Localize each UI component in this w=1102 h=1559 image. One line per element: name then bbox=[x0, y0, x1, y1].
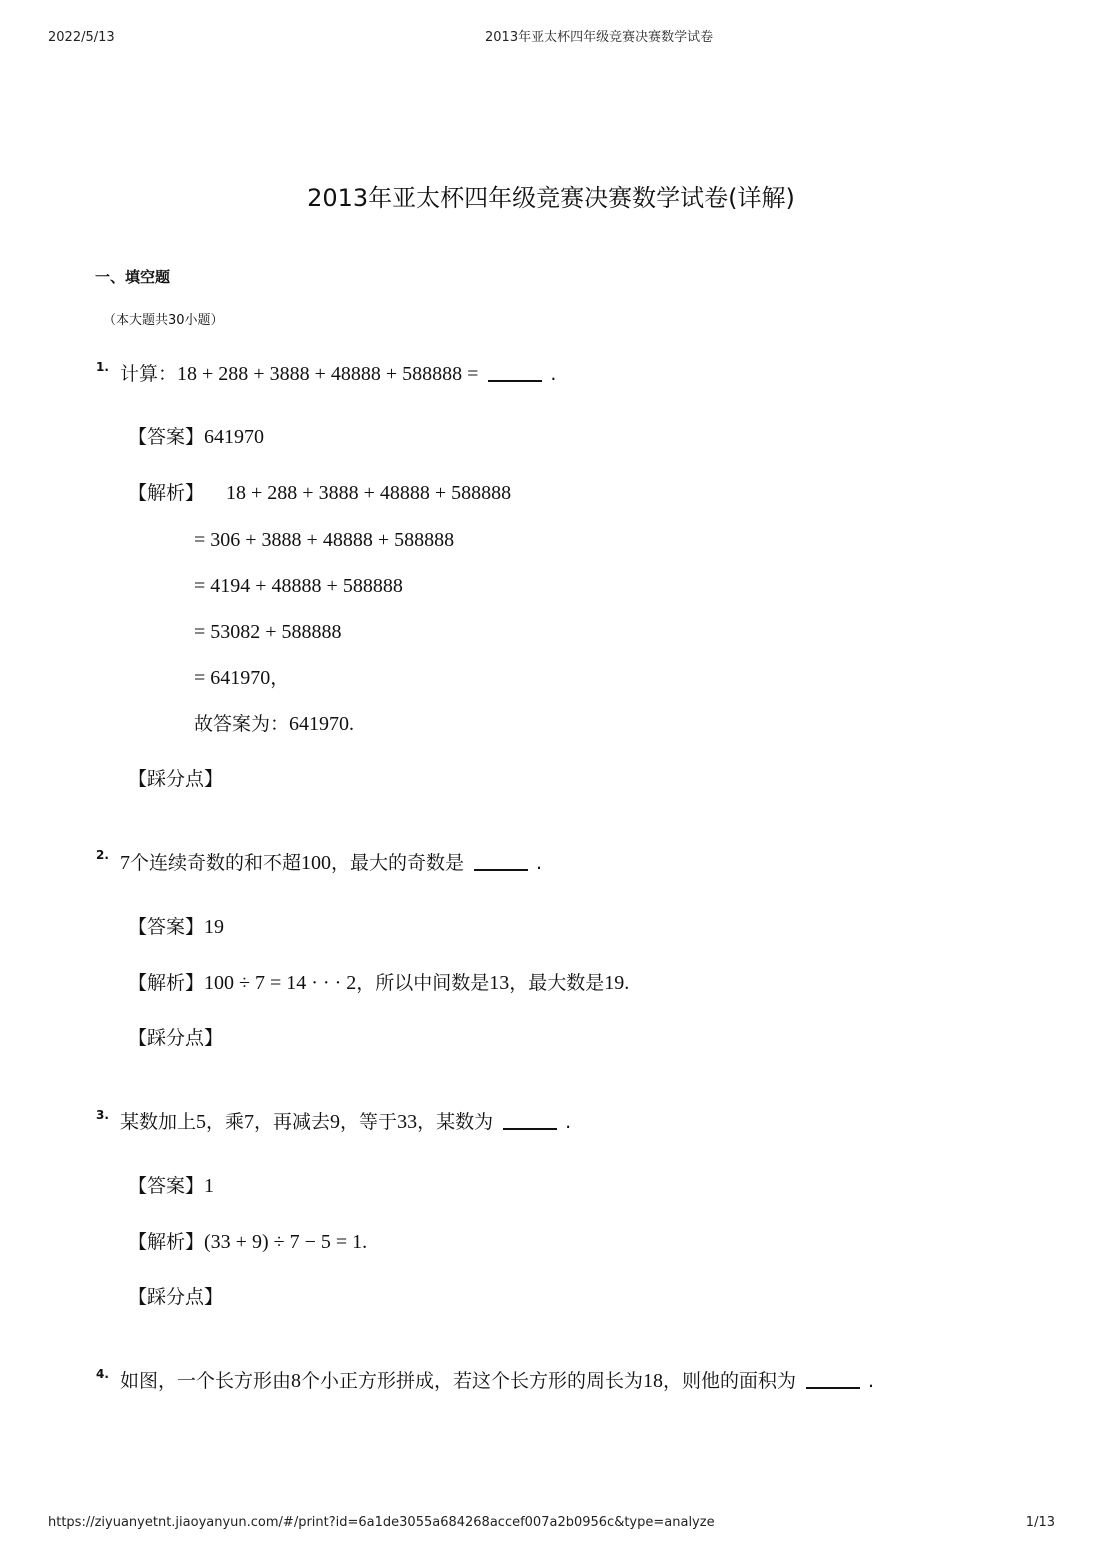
question-2-stem bbox=[120, 852, 542, 874]
stem-text: ，某数为 bbox=[417, 1111, 494, 1133]
analysis-step bbox=[194, 621, 342, 643]
analysis-math: = 4194 + 48888 + 588888 bbox=[194, 575, 403, 597]
stem-math: 33 bbox=[397, 1111, 418, 1133]
analysis-text: ，最大数是 bbox=[509, 972, 605, 994]
answer-blank bbox=[488, 368, 542, 382]
stem-text: 个连续奇数的和不超 bbox=[130, 852, 302, 874]
question-1-score-points: 【踩分点】 bbox=[128, 768, 224, 790]
stem-text: 个小正方形拼成，若这个长方形的周长为 bbox=[301, 1370, 644, 1392]
question-1-answer bbox=[128, 426, 264, 448]
page-title: 2013年亚太杯四年级竞赛决赛数学试卷(详解) bbox=[307, 184, 795, 212]
answer-label: 【答案】 bbox=[128, 916, 205, 938]
analysis-punct: ， bbox=[270, 667, 290, 689]
stem-text: 如图，一个长方形由 bbox=[120, 1370, 292, 1392]
stem-end: . bbox=[550, 363, 557, 385]
analysis-step bbox=[194, 575, 403, 597]
question-1-stem bbox=[120, 363, 556, 385]
stem-math: 18 + 288 + 3888 + 48888 + 588888 = bbox=[177, 363, 479, 385]
stem-text: ，再减去 bbox=[254, 1111, 331, 1133]
stem-text: 计算： bbox=[120, 363, 178, 385]
question-2-score-points: 【踩分点】 bbox=[128, 1027, 224, 1049]
question-3-analysis bbox=[128, 1231, 367, 1253]
question-3-answer bbox=[128, 1175, 214, 1197]
answer-blank bbox=[806, 1375, 860, 1389]
answer-label: 【答案】 bbox=[128, 426, 205, 448]
stem-math: 18 bbox=[643, 1370, 664, 1392]
question-2-answer bbox=[128, 916, 224, 938]
question-number: 3. bbox=[96, 1108, 109, 1122]
analysis-end: . bbox=[624, 972, 630, 994]
analysis-end: . bbox=[362, 1231, 368, 1253]
question-number: 2. bbox=[96, 848, 109, 862]
question-1-analysis bbox=[128, 482, 511, 504]
header-doc-title: 2013年亚太杯四年级竞赛决赛数学试卷 bbox=[485, 30, 714, 45]
stem-math: 7 bbox=[244, 1111, 255, 1133]
stem-text: 某数加上 bbox=[120, 1111, 197, 1133]
stem-math: 8 bbox=[291, 1370, 302, 1392]
stem-text: ，等于 bbox=[340, 1111, 398, 1133]
analysis-math: = 306 + 3888 + 48888 + 588888 bbox=[194, 529, 455, 551]
conclusion-math: 641970 bbox=[289, 713, 350, 735]
answer-blank bbox=[503, 1116, 557, 1130]
question-number: 1. bbox=[96, 360, 109, 374]
question-2-analysis bbox=[128, 972, 629, 994]
analysis-math: 100 ÷ 7 = 14 · · · 2 bbox=[204, 972, 357, 994]
stem-math: 7 bbox=[120, 852, 130, 874]
analysis-math: 18 + 288 + 3888 + 48888 + 588888 bbox=[226, 482, 512, 504]
stem-text: ，乘 bbox=[206, 1111, 245, 1133]
question-number: 4. bbox=[96, 1367, 109, 1381]
page-number: 1/13 bbox=[1025, 1515, 1055, 1530]
section-note: （本大题共30小题） bbox=[103, 313, 224, 328]
analysis-label: 【解析】 bbox=[128, 1231, 205, 1253]
answer-value: 641970 bbox=[204, 426, 265, 448]
conclusion-end: . bbox=[349, 713, 355, 735]
analysis-math: = 641970 bbox=[194, 667, 271, 689]
question-3-stem bbox=[120, 1111, 571, 1133]
analysis-text: ，所以中间数是 bbox=[356, 972, 490, 994]
analysis-step bbox=[194, 529, 454, 551]
analysis-label: 【解析】 bbox=[128, 482, 205, 504]
analysis-math: 13 bbox=[489, 972, 510, 994]
conclusion-text: 故答案为： bbox=[194, 713, 290, 735]
section-heading: 一、填空题 bbox=[95, 268, 171, 286]
answer-value: 1 bbox=[204, 1175, 215, 1197]
footer-url: https://ziyuanyetnt.jiaoyanyun.com/#/print?id=6a1de3055a684268accef007a2b0956c&type=analyze bbox=[48, 1515, 715, 1530]
analysis-math: = 53082 + 588888 bbox=[194, 621, 342, 643]
print-date: 2022/5/13 bbox=[48, 30, 115, 45]
answer-label: 【答案】 bbox=[128, 1175, 205, 1197]
analysis-step bbox=[194, 667, 289, 689]
stem-end: . bbox=[868, 1370, 875, 1392]
question-4-stem bbox=[120, 1370, 874, 1392]
stem-math: 5 bbox=[196, 1111, 207, 1133]
analysis-math: (33 + 9) ÷ 7 − 5 = 1 bbox=[204, 1231, 363, 1253]
analysis-math: 19 bbox=[604, 972, 625, 994]
stem-end: . bbox=[536, 852, 543, 874]
answer-blank bbox=[474, 857, 528, 871]
stem-math: 9 bbox=[330, 1111, 341, 1133]
answer-value: 19 bbox=[204, 916, 225, 938]
question-3-score-points: 【踩分点】 bbox=[128, 1286, 224, 1308]
analysis-label: 【解析】 bbox=[128, 972, 205, 994]
stem-text: ，则他的面积为 bbox=[663, 1370, 797, 1392]
stem-end: . bbox=[565, 1111, 572, 1133]
stem-text: ，最大的奇数是 bbox=[331, 852, 465, 874]
analysis-conclusion bbox=[194, 713, 354, 735]
stem-math: 100 bbox=[301, 852, 332, 874]
